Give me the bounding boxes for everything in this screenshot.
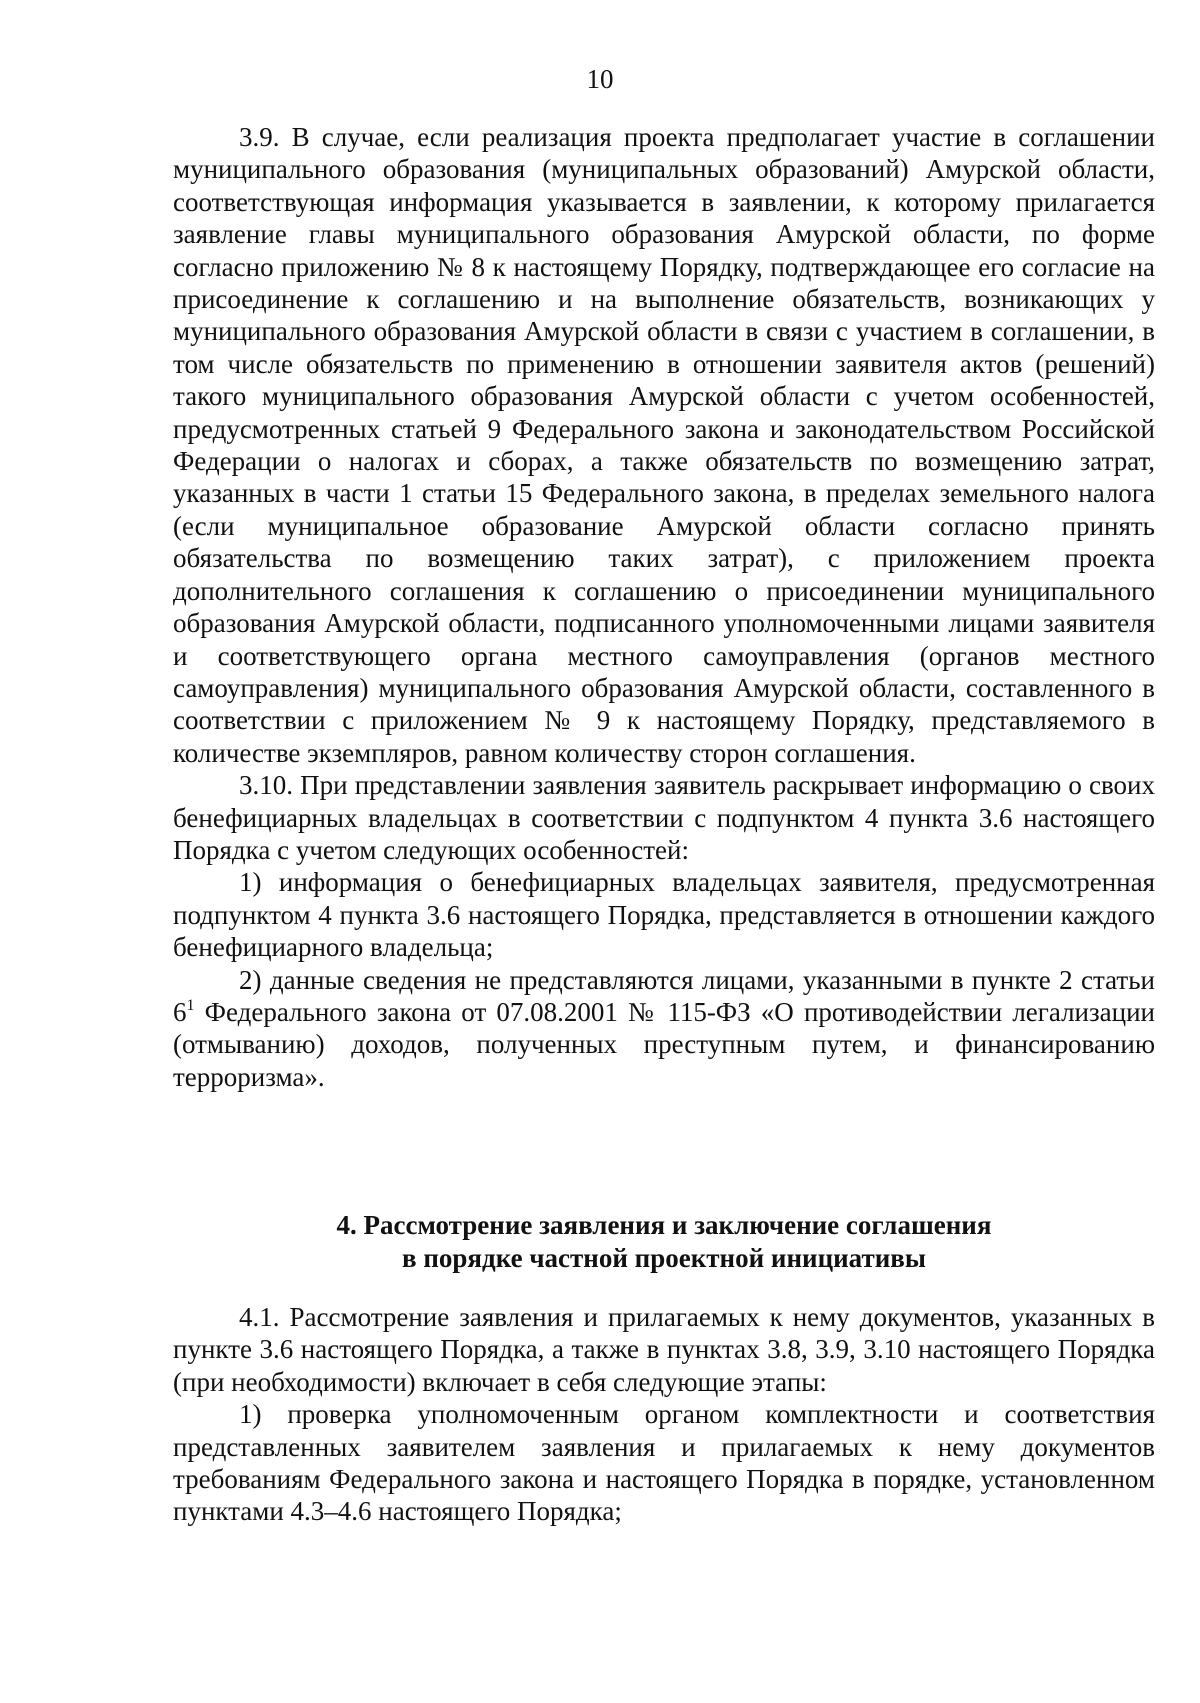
paragraph-3-10: 3.10. При представлении заявления заявитель раскрывает информацию о своих бенефициарных владельцах в соответствии с подпунктом 4 пункта 3.6 настоящего Порядка с учетом следующих особенностей: — [173, 770, 1155, 865]
section-4-heading — [173, 1209, 1155, 1275]
paragraph-3-10-item-2 — [173, 964, 1155, 1094]
paragraph-3-10-item-2-text: 2) данные сведения не представляются лицами, указанными в пункте 2 статьи 6 — [173, 964, 1155, 1027]
page-number: 10 — [586, 64, 614, 94]
paragraph-4-1-item-1: 1) проверка уполномоченным органом комплектности и соответствия представленных заявителем заявления и прилагаемых к нему документов требованиям Федерального закона и настоящего Порядка в порядке, установленном пунктами 4.3–4.6 настоящего Порядка; — [173, 1399, 1155, 1527]
paragraph-3-10-item-2-text-cont: Федерального закона от 07.08.2001 № 115-ФЗ «О противодействии легализации (отмыванию) доходов, полученных преступным путем, и финансированию терроризма». — [173, 996, 1155, 1092]
paragraph-4-1: 4.1. Рассмотрение заявления и прилагаемых к нему документов, указанных в пункте 3.6 настоящего Порядка, а также в пунктах 3.8, 3.9, 3.10 настоящего Порядка (при необходимости) включает в себя следующие этапы: — [173, 1302, 1155, 1397]
document-body-bottom — [173, 1301, 1155, 1528]
paragraph-3-10-item-1: 1) информация о бенефициарных владельцах заявителя, предусмотренная подпунктом 4 пункта 3.6 настоящего Порядка, представляется в отношении каждого бенефициарного владельца; — [173, 867, 1155, 963]
document-body-top — [173, 121, 1155, 1093]
section-4-heading-line-2: в порядке частной проектной инициативы — [402, 1243, 926, 1273]
paragraph-3-9: 3.9. В случае, если реализация проекта предполагает участие в соглашении муниципального образования (муниципальных образований) Амурской области, соответствующая информация указывается в заявлении, к которому прилагается заявление главы муниципального образования Амурской области, по форме согласно приложению № 8 к настоящему Порядку, подтверждающее его согласие на присоединение к соглашению и на выполнение обязательств, возникающих у муниципального образования Амурской области в связи с участием в соглашении, в том числе обязательств по применению в отношении заявителя актов (решений) такого муниципального образования Амурской области с учетом особенностей, предусмотренных статьей 9 Федерального закона и законодательством Российской Федерации о налогах и сборах, а также обязательств по возмещению затрат, указанных в части 1 статьи 15 Федерального закона, в пределах земельного налога (если муниципальное образование Амурской области согласно принять обязательства по возмещению таких затрат), с приложением проекта дополнительного соглашения к соглашению о присоединении муниципального образования Амурской области, подписанного уполномоченными лицами заявителя и соответствующего органа местного самоуправления (органов местного самоуправления) муниципального образования Амурской области, составленного в соответствии с приложением № 9 к настоящему Порядку, представляемого в количестве экземпляров, равном количеству сторон соглашения. — [173, 122, 1155, 768]
article-superscript: 1 — [186, 996, 195, 1014]
section-4-heading-line-1: 4. Рассмотрение заявления и заключение соглашения — [336, 1210, 992, 1240]
